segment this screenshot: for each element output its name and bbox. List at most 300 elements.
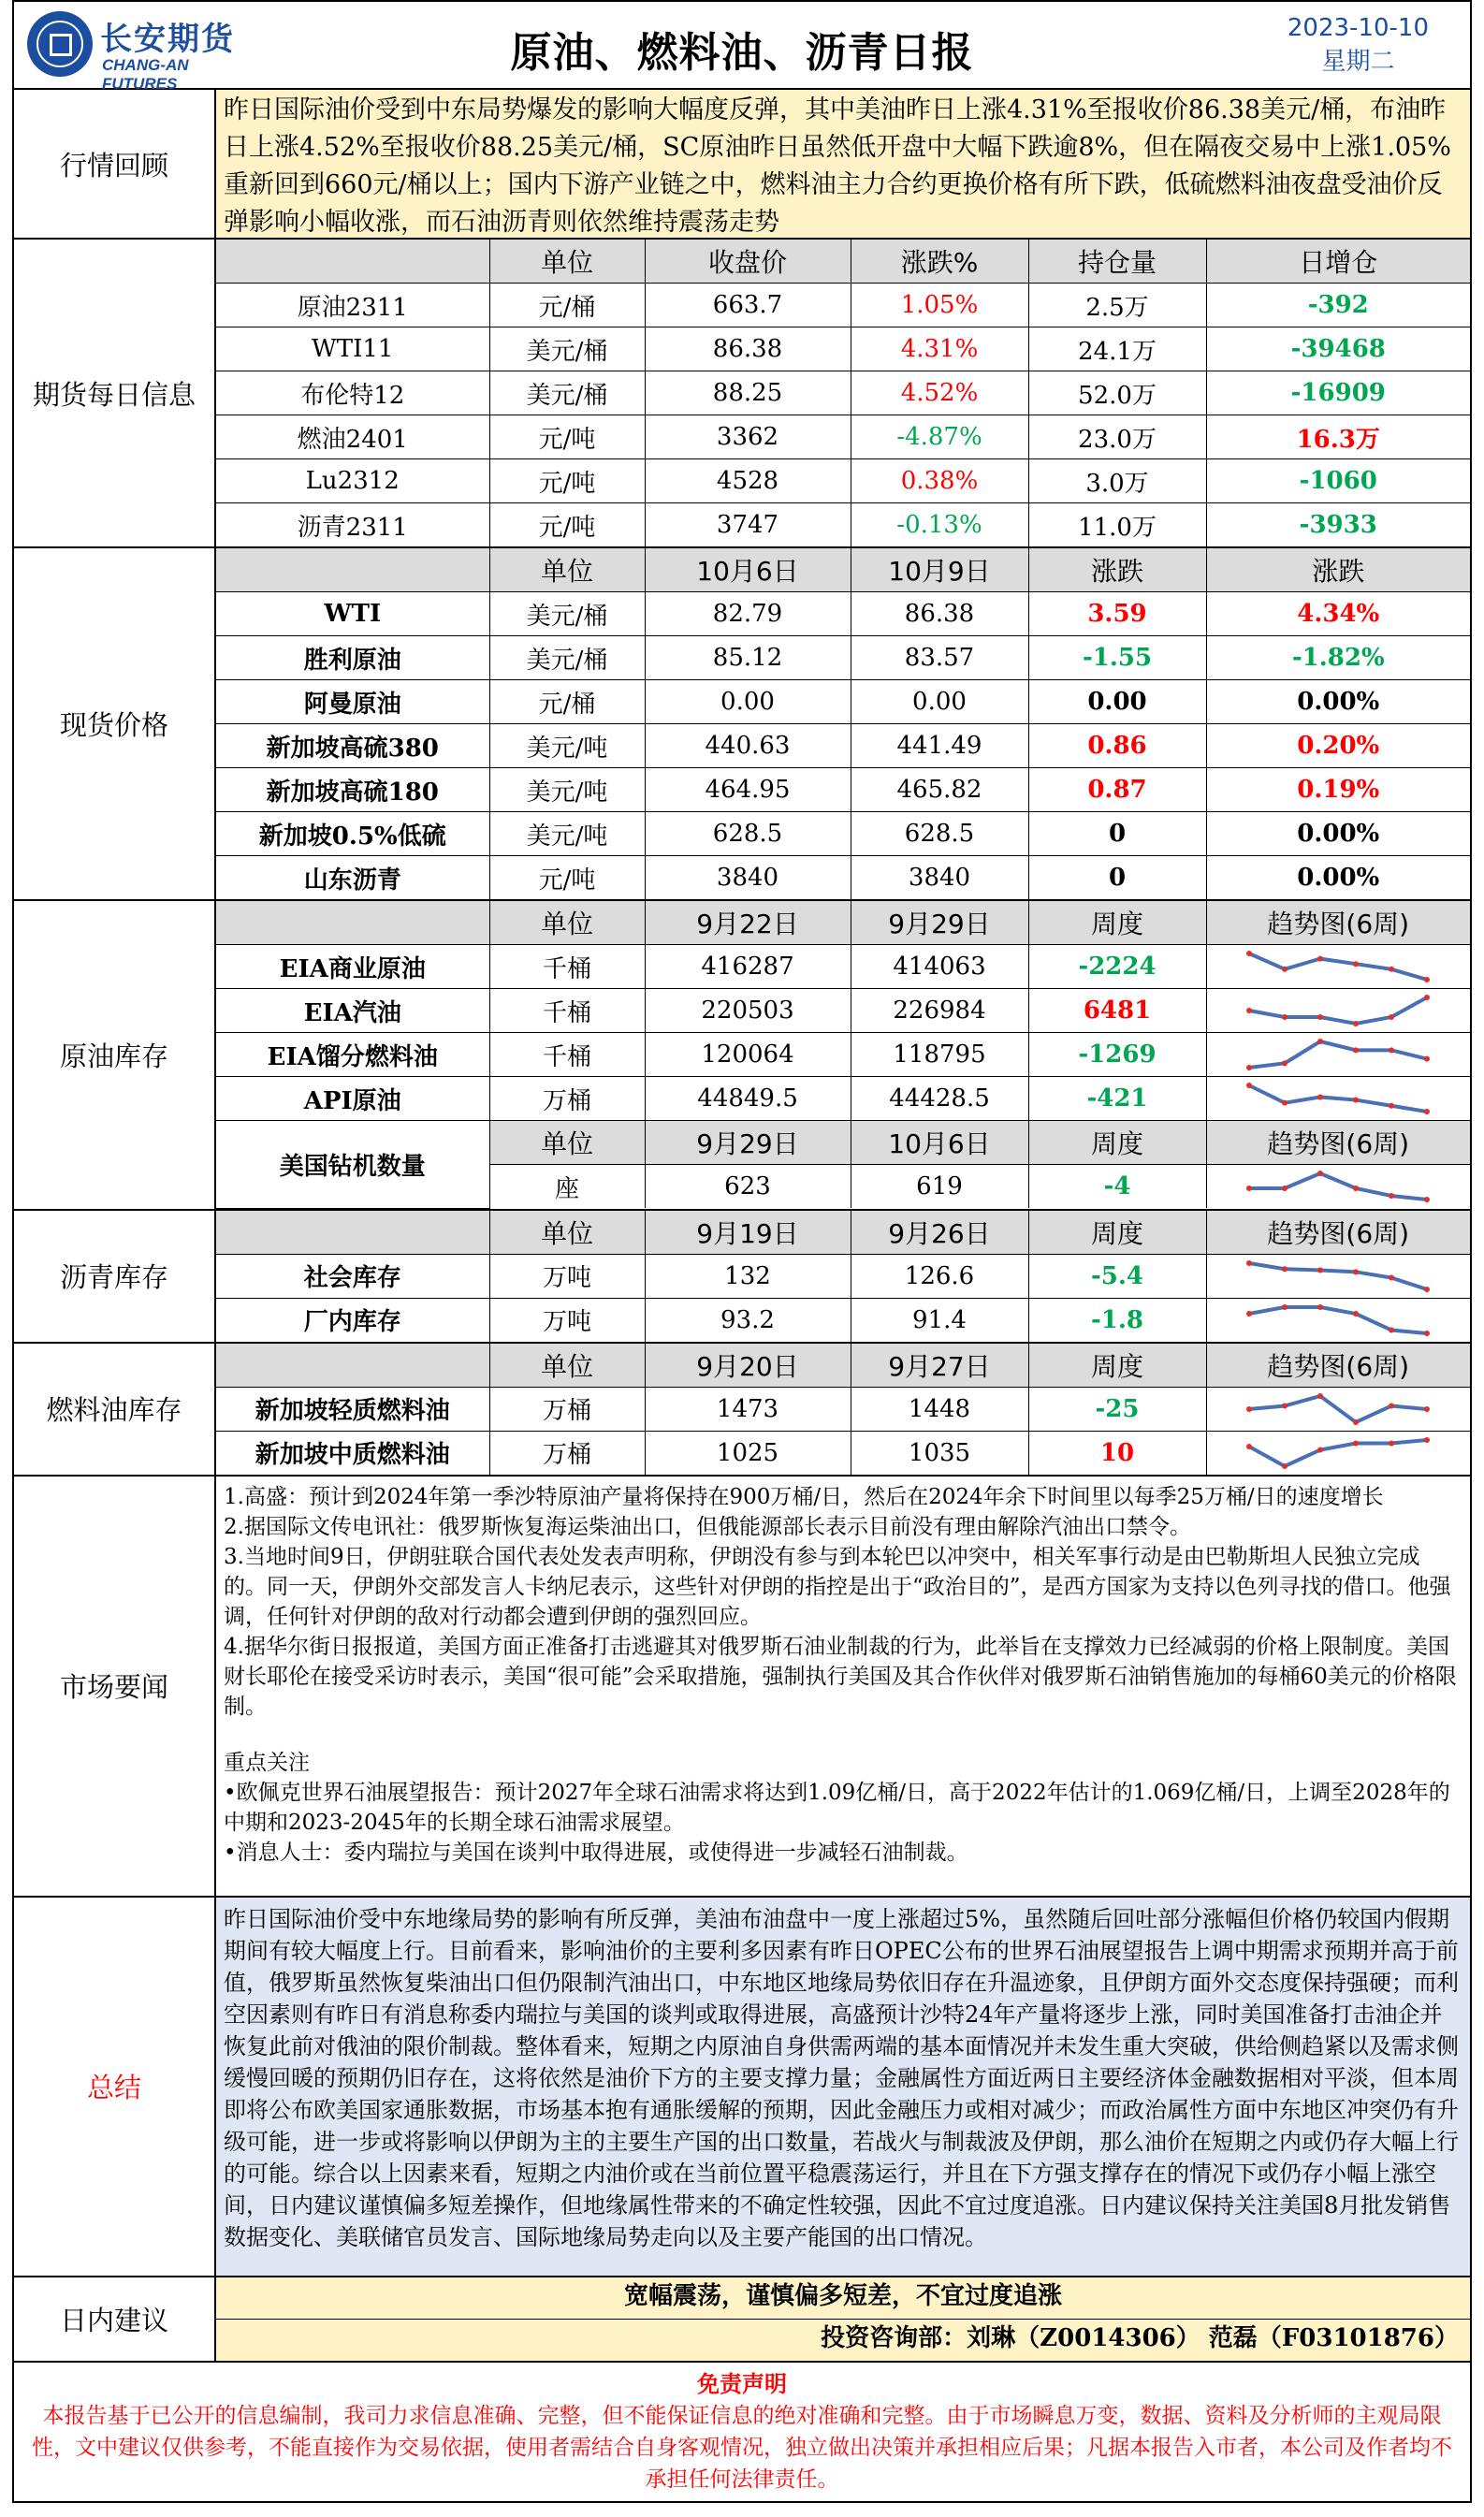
table-row [216, 1077, 1470, 1121]
column-header: 收盘价 [645, 240, 851, 284]
section-review [14, 90, 1470, 240]
contract-name: WTI11 [216, 327, 489, 371]
trend-point [1282, 1060, 1288, 1066]
column-header: 9月29日 [851, 901, 1028, 945]
trend-line [1249, 1307, 1427, 1333]
trend-point [1317, 1393, 1323, 1399]
unit: 元/吨 [489, 503, 645, 547]
trend-point [1389, 1274, 1394, 1280]
trend-point [1246, 1008, 1252, 1013]
disclaimer-text: 本报告基于已公开的信息编制，我司力求信息准确、完整，但不能保证信息的绝对准确和完整。由于市场瞬息万变，数据、资料及分析师的主观局限性，文中建议仅供参考，不能直接作为交易依据，使用者需结合自身客观情况，独立做出决策并承担相应后果；凡据本报告入市者，本公司及作者均不承担任何法律责任。 [32, 2403, 1452, 2492]
date-text: 2023-10-10 [1287, 14, 1429, 42]
column-header: 持仓量 [1028, 240, 1206, 284]
trend-point [1246, 1444, 1252, 1449]
trend-point [1282, 1100, 1288, 1106]
trend-point [1353, 1311, 1359, 1317]
trend-line [1249, 1396, 1427, 1422]
value-week2: 126.6 [851, 1254, 1028, 1298]
table-row [216, 371, 1470, 415]
close-price: 86.38 [645, 327, 851, 371]
trend-point [1389, 1047, 1394, 1053]
change-pct: 0.00% [1206, 856, 1470, 900]
change: 0 [1028, 812, 1206, 856]
weekly-change: -5.4 [1028, 1254, 1206, 1298]
value-week1: 220503 [645, 989, 851, 1033]
column-header: 10月6日 [645, 548, 851, 592]
column-header: 趋势图(6周) [1206, 1211, 1470, 1255]
advice-text: 宽幅震荡，谨慎偏多短差，不宜过度追涨 [216, 2277, 1470, 2320]
trend-chart-cell [1206, 945, 1470, 989]
unit: 万桶 [489, 1431, 645, 1475]
section-bitumen-inventory [14, 1211, 1470, 1344]
trend-chart-cell [1206, 1033, 1470, 1077]
trend-point [1246, 951, 1252, 956]
unit: 元/吨 [489, 459, 645, 503]
column-header: 单位 [489, 548, 645, 592]
product-name: 新加坡高硫380 [216, 724, 489, 768]
product-name: 阿曼原油 [216, 680, 489, 724]
trend-point [1389, 1440, 1394, 1446]
change: 0.00 [1028, 680, 1206, 724]
trend-line [1249, 1263, 1427, 1289]
change-pct: 0.38% [851, 459, 1028, 503]
column-header: 单位 [489, 1121, 645, 1165]
trend-point [1317, 956, 1323, 962]
price-day1: 82.79 [645, 592, 851, 636]
section-label: 日内建议 [14, 2277, 216, 2361]
report-date [1288, 11, 1429, 79]
summary-text: 昨日国际油价受中东地缘局势的影响有所反弹，美油布油盘中一度上涨超过5%，虽然随后回吐部分涨幅但价格仍较国内假期期间有较大幅度上行。目前看来，影响油价的主要利多因素有昨日OPEC公布的世界石油展望报告上调中期需求预期并高于前值，俄罗斯虽然恢复柴油出口但仍限制汽油出口，中东地区地缘局势依旧存在升温迹象，且伊朗方面外交态度保持强硬；而利空因素则有昨日有消息称委内瑞拉与美国的谈判或取得进展，高盛预计沙特24年产量将逐步上涨，同时美国准备打击油企并恢复此前对俄油的限价制裁。整体看来，短期之内原油自身供需两端的基本面情况并未发生重大突破，供给侧趋紧以及需求侧缓慢回暖的预期仍旧存在，这将依然是油价下方的主要支撑力量；金融属性方面近两日主要经济体金融数据相对平淡，但本周即将公布欧美国家通胀数据，市场基本抱有通胀缓解的预期，因此金融压力或相对减少；而政治属性方面中东地区冲突仍有升级可能，进一步或将影响以伊朗为主的主要生产国的出口数量，若战火与制裁波及伊朗，那么油价在短期之内或仍存大幅上行的可能。综合以上因素来看，短期之内油价或在当前位置平稳震荡运行，并且在下方强支撑存在的情况下或仍存小幅上涨空间，日内建议谨慎偏多短差操作，但地缘属性带来的不确定性较强，因此不宜过度追涨。日内建议保持关注美国8月批发销售数据变化、美联储官员发言、国际地缘局势走向以及主要产能国的出口情况。 [216, 1898, 1470, 2276]
trend-point [1317, 1014, 1323, 1020]
value-week1: 132 [645, 1254, 851, 1298]
product-name: 新加坡0.5%低硫 [216, 812, 489, 856]
focus-title: 重点关注 [224, 1750, 310, 1775]
advice-body [216, 2277, 1470, 2361]
report-header [12, 0, 1472, 93]
section-futures [14, 240, 1470, 548]
unit: 美元/吨 [489, 812, 645, 856]
section-label: 沥青库存 [14, 1211, 216, 1342]
table-row [216, 989, 1470, 1033]
close-price: 3362 [645, 415, 851, 459]
open-interest: 52.0万 [1028, 371, 1206, 415]
trend-line [1249, 1041, 1427, 1068]
column-header [216, 548, 489, 592]
trend-point [1317, 1039, 1323, 1044]
unit: 元/桶 [489, 680, 645, 724]
open-interest: 11.0万 [1028, 503, 1206, 547]
trend-point [1389, 1327, 1394, 1332]
close-price: 663.7 [645, 284, 851, 327]
trend-point [1246, 1406, 1252, 1412]
oi-change: -3933 [1206, 503, 1470, 547]
trend-line [1249, 953, 1427, 980]
inventory-name: 新加坡中质燃料油 [216, 1431, 489, 1475]
trend-point [1353, 1186, 1359, 1191]
trend-sparkline [1244, 1258, 1432, 1294]
trend-line [1249, 1085, 1427, 1112]
trend-sparkline [1244, 993, 1432, 1028]
value-week2: 226984 [851, 989, 1028, 1033]
trend-line [1249, 997, 1427, 1024]
news-item: 3.当地时间9日，伊朗驻联合国代表处发表声明称，伊朗没有参与到本轮巴以冲突中，相关军事行动是由巴勒斯坦人民独立完成的。同一天，伊朗外交部发言人卡纳尼表示，这些针对伊朗的指控是出于“政治目的”，是西方国家为支持以色列寻找的借口。他强调，任何针对伊朗的敌对行动都会遭到伊朗的强烈回应。 [224, 1544, 1451, 1629]
news-item: 2.据国际文传电讯社：俄罗斯恢复海运柴油出口，但俄能源部长表示目前没有理由解除汽油出口禁令。 [224, 1514, 1191, 1539]
change-pct: 4.52% [851, 371, 1028, 415]
trend-point [1246, 1186, 1252, 1191]
logo-name-en: CHANG-AN FUTURES [102, 56, 189, 93]
section-label: 总结 [14, 1898, 216, 2276]
section-spot [14, 548, 1470, 901]
value-week2: 619 [851, 1165, 1028, 1209]
change-pct: 0.00% [1206, 812, 1470, 856]
table-header-row [216, 1121, 1470, 1165]
value-week1: 120064 [645, 1033, 851, 1077]
price-day2: 628.5 [851, 812, 1028, 856]
trend-point [1424, 1287, 1430, 1292]
trend-point [1424, 1197, 1430, 1202]
open-interest: 2.5万 [1028, 284, 1206, 327]
change: 3.59 [1028, 592, 1206, 636]
contract-name: 布伦特12 [216, 371, 489, 415]
trend-sparkline [1244, 1391, 1432, 1427]
value-week1: 1473 [645, 1387, 851, 1431]
trend-point [1353, 961, 1359, 967]
change-pct: 0.20% [1206, 724, 1470, 768]
column-header: 趋势图(6周) [1206, 1121, 1470, 1165]
trend-point [1282, 1463, 1288, 1469]
table-row [216, 636, 1470, 680]
change-pct: 1.05% [851, 284, 1028, 327]
unit: 美元/吨 [489, 768, 645, 812]
trend-point [1389, 1103, 1394, 1109]
weekly-change: 6481 [1028, 989, 1206, 1033]
spot-table [216, 548, 1470, 899]
column-header: 单位 [489, 901, 645, 945]
trend-point [1353, 1098, 1359, 1103]
section-news [14, 1477, 1470, 1898]
price-day1: 0.00 [645, 680, 851, 724]
trend-sparkline [1244, 1435, 1432, 1471]
report-title: 原油、燃料油、沥青日报 [510, 29, 974, 77]
value-week2: 1448 [851, 1387, 1028, 1431]
change-pct: 0.00% [1206, 680, 1470, 724]
price-day2: 83.57 [851, 636, 1028, 680]
fuel-inventory-table [216, 1344, 1470, 1475]
focus-item: •消息人士：委内瑞拉与美国在谈判中取得进展，或使得进一步减轻石油制裁。 [224, 1840, 968, 1865]
trend-point [1353, 1021, 1359, 1026]
oi-change: -39468 [1206, 327, 1470, 371]
news-body [216, 1477, 1470, 1896]
change: 0.87 [1028, 768, 1206, 812]
trend-point [1424, 1406, 1430, 1412]
inventory-name: EIA商业原油 [216, 945, 489, 989]
close-price: 88.25 [645, 371, 851, 415]
table-header-row [216, 240, 1470, 284]
trend-sparkline [1244, 949, 1432, 984]
open-interest: 24.1万 [1028, 327, 1206, 371]
trend-line [1249, 1173, 1427, 1200]
weekly-change: -2224 [1028, 945, 1206, 989]
trend-point [1424, 995, 1430, 1000]
inventory-name: 厂内库存 [216, 1298, 489, 1342]
logo-name-cn: 长安期货 [100, 21, 235, 58]
contract-name: 原油2311 [216, 284, 489, 327]
column-header: 涨跌 [1206, 548, 1470, 592]
consultants-text: 投资咨询部：刘琳（Z0014306） 范磊（F03101876） [821, 2323, 1459, 2352]
weekly-change: -1.8 [1028, 1298, 1206, 1342]
trend-point [1246, 1260, 1252, 1266]
section-summary [14, 1898, 1470, 2277]
trend-point [1282, 1266, 1288, 1272]
price-day2: 441.49 [851, 724, 1028, 768]
trend-point [1424, 1056, 1430, 1062]
futures-table [216, 240, 1470, 546]
bitumen-inventory-table [216, 1211, 1470, 1342]
column-header: 周度 [1028, 1121, 1206, 1165]
inventory-name: 社会库存 [216, 1254, 489, 1298]
unit: 美元/桶 [489, 636, 645, 680]
trend-chart-cell [1206, 1165, 1470, 1209]
value-week2: 91.4 [851, 1298, 1028, 1342]
section-label: 现货价格 [14, 548, 216, 899]
weekly-change: -1269 [1028, 1033, 1206, 1077]
trend-point [1353, 1419, 1359, 1425]
change: 0.86 [1028, 724, 1206, 768]
unit: 元/吨 [489, 856, 645, 900]
trend-point [1246, 1065, 1252, 1070]
contract-name: 沥青2311 [216, 503, 489, 547]
column-header: 10月6日 [851, 1121, 1028, 1165]
column-header: 趋势图(6周) [1206, 901, 1470, 945]
section-label: 原油库存 [14, 901, 216, 1209]
trend-sparkline [1244, 1037, 1432, 1072]
section-fuel-inventory [14, 1344, 1470, 1477]
table-row [216, 415, 1470, 459]
table-header-row [216, 901, 1470, 945]
weekly-change: 10 [1028, 1431, 1206, 1475]
trend-point [1317, 1304, 1323, 1310]
report-page [12, 0, 1472, 2503]
table-row [216, 1387, 1470, 1431]
column-header: 单位 [489, 1344, 645, 1388]
inventory-name: EIA汽油 [216, 989, 489, 1033]
change: -1.55 [1028, 636, 1206, 680]
trend-point [1389, 967, 1394, 972]
price-day1: 3840 [645, 856, 851, 900]
unit: 千桶 [489, 989, 645, 1033]
column-header: 趋势图(6周) [1206, 1344, 1470, 1388]
open-interest: 3.0万 [1028, 459, 1206, 503]
table-row [216, 284, 1470, 327]
table-row [216, 503, 1470, 547]
table-row [216, 680, 1470, 724]
table-row [216, 1431, 1470, 1475]
change-pct: -0.13% [851, 503, 1028, 547]
unit: 千桶 [489, 945, 645, 989]
price-day1: 628.5 [645, 812, 851, 856]
trend-chart-cell [1206, 989, 1470, 1033]
table-row [216, 592, 1470, 636]
trend-point [1353, 1440, 1359, 1446]
weekly-change: -25 [1028, 1387, 1206, 1431]
trend-point [1282, 967, 1288, 972]
value-week1: 93.2 [645, 1298, 851, 1342]
contract-name: 燃油2401 [216, 415, 489, 459]
trend-point [1424, 1109, 1430, 1114]
trend-point [1317, 1267, 1323, 1273]
report-grid [12, 88, 1472, 2363]
oi-change: -16909 [1206, 371, 1470, 415]
price-day1: 440.63 [645, 724, 851, 768]
trend-point [1317, 1447, 1323, 1452]
trend-chart-cell [1206, 1431, 1470, 1475]
value-week2: 118795 [851, 1033, 1028, 1077]
section-crude-inventory [14, 901, 1470, 1211]
column-header [216, 1211, 489, 1255]
weekly-change: -421 [1028, 1077, 1206, 1121]
trend-point [1424, 1437, 1430, 1443]
change-pct: 4.31% [851, 327, 1028, 371]
table-row [216, 459, 1470, 503]
trend-chart-cell [1206, 1387, 1470, 1431]
change: 0 [1028, 856, 1206, 900]
trend-point [1424, 977, 1430, 982]
disclaimer-title: 免责声明 [697, 2369, 787, 2397]
table-row [216, 945, 1470, 989]
trend-chart-cell [1206, 1298, 1470, 1342]
product-name: WTI [216, 592, 489, 636]
column-header: 9月29日 [645, 1121, 851, 1165]
column-header: 周度 [1028, 901, 1206, 945]
change-pct: 0.19% [1206, 768, 1470, 812]
table-row [216, 724, 1470, 768]
unit: 美元/桶 [489, 371, 645, 415]
table-row [216, 768, 1470, 812]
unit: 元/桶 [489, 284, 645, 327]
trend-point [1389, 1193, 1394, 1199]
trend-point [1424, 1331, 1430, 1336]
column-header: 单位 [489, 240, 645, 284]
column-header: 9月26日 [851, 1211, 1028, 1255]
trend-chart-cell [1206, 1077, 1470, 1121]
column-header: 周度 [1028, 1211, 1206, 1255]
close-price: 3747 [645, 503, 851, 547]
price-day2: 465.82 [851, 768, 1028, 812]
unit: 美元/吨 [489, 724, 645, 768]
column-header: 9月19日 [645, 1211, 851, 1255]
table-header-row [216, 1344, 1470, 1388]
value-week1: 623 [645, 1165, 851, 1209]
weekday-text: 星期二 [1321, 48, 1395, 76]
trend-sparkline [1244, 1081, 1432, 1116]
inventory-name: EIA馏分燃料油 [216, 1033, 489, 1077]
table-row [216, 1298, 1470, 1342]
unit: 万桶 [489, 1077, 645, 1121]
column-header: 9月20日 [645, 1344, 851, 1388]
trend-point [1389, 1014, 1394, 1020]
column-header: 单位 [489, 1211, 645, 1255]
trend-sparkline [1244, 1169, 1432, 1204]
trend-sparkline [1244, 1302, 1432, 1338]
trend-point [1317, 1094, 1323, 1099]
unit: 万吨 [489, 1254, 645, 1298]
trend-point [1282, 1186, 1288, 1191]
trend-point [1246, 1311, 1252, 1317]
table-row [216, 327, 1470, 371]
trend-point [1389, 1403, 1394, 1408]
focus-item: •欧佩克世界石油展望报告：预计2027年全球石油需求将达到1.09亿桶/日，高于2022年估计的1.069亿桶/日，上调至2028年的中期和2023-2045年的长期全球石油需求展望。 [224, 1780, 1450, 1835]
value-week2: 44428.5 [851, 1077, 1028, 1121]
section-label: 行情回顾 [14, 90, 216, 238]
unit: 美元/桶 [489, 327, 645, 371]
section-label: 燃料油库存 [14, 1344, 216, 1475]
unit: 座 [489, 1165, 645, 1209]
column-header [216, 901, 489, 945]
unit: 美元/桶 [489, 592, 645, 636]
trend-line [1249, 1440, 1427, 1466]
change-pct: 4.34% [1206, 592, 1470, 636]
trend-point [1317, 1171, 1323, 1176]
news-item: 1.高盛：预计到2024年第一季沙特原油产量将保持在900万桶/日，然后在2024年余下时间里以每季25万桶/日的速度增长 [224, 1484, 1384, 1509]
crude-inventory-table [216, 901, 1470, 1209]
table-header-row [216, 1211, 1470, 1255]
review-text: 昨日国际油价受到中东局势爆发的影响大幅度反弹，其中美油昨日上涨4.31%至报收价86.38美元/桶，布油昨日上涨4.52%至报收价88.25美元/桶，SC原油昨日虽然低开盘中大幅下跌逾8%，但在隔夜交易中上涨1.05%重新回到660元/桶以上；国内下游产业链之中，燃料油主力合约更换价格有所下跌，低硫燃料油夜盘受油价反弹影响小幅收涨，而石油沥青则依然维持震荡走势 [216, 90, 1470, 238]
unit: 千桶 [489, 1033, 645, 1077]
inventory-name: 新加坡轻质燃料油 [216, 1387, 489, 1431]
column-header [216, 1344, 489, 1388]
trend-point [1246, 1083, 1252, 1088]
open-interest: 23.0万 [1028, 415, 1206, 459]
column-header: 涨跌 [1028, 548, 1206, 592]
weekly-change: -4 [1028, 1165, 1206, 1209]
price-day2: 0.00 [851, 680, 1028, 724]
value-week1: 44849.5 [645, 1077, 851, 1121]
table-row [216, 1033, 1470, 1077]
section-label: 市场要闻 [14, 1477, 216, 1896]
product-name: 山东沥青 [216, 856, 489, 900]
trend-point [1282, 1014, 1288, 1020]
trend-chart-cell [1206, 1254, 1470, 1298]
column-header: 10月9日 [851, 548, 1028, 592]
trend-point [1282, 1304, 1288, 1310]
trend-point [1353, 1269, 1359, 1274]
trend-point [1282, 1403, 1288, 1408]
section-label: 期货每日信息 [14, 240, 216, 546]
rig-count-name: 美国钻机数量 [216, 1121, 489, 1209]
change-pct: -4.87% [851, 415, 1028, 459]
section-advice [14, 2277, 1470, 2361]
price-day1: 85.12 [645, 636, 851, 680]
column-header: 9月27日 [851, 1344, 1028, 1388]
value-week1: 416287 [645, 945, 851, 989]
news-item: 4.据华尔街日报报道，美国方面正准备打击逃避其对俄罗斯石油业制裁的行为，此举旨在支撑效力已经减弱的价格上限制度。美国财长耶伦在接受采访时表示，美国“很可能”会采取措施，强制执行美国及其合作伙伴对俄罗斯石油销售施加的每桶60美元的价格限制。 [224, 1634, 1457, 1719]
price-day1: 464.95 [645, 768, 851, 812]
contract-name: Lu2312 [216, 459, 489, 503]
column-header: 日增仓 [1206, 240, 1470, 284]
column-header: 9月22日 [645, 901, 851, 945]
disclaimer [12, 2363, 1472, 2503]
unit: 万桶 [489, 1387, 645, 1431]
change-pct: -1.82% [1206, 636, 1470, 680]
oi-change: -392 [1206, 284, 1470, 327]
trend-point [1353, 1047, 1359, 1053]
product-name: 新加坡高硫180 [216, 768, 489, 812]
table-header-row [216, 548, 1470, 592]
close-price: 4528 [645, 459, 851, 503]
product-name: 胜利原油 [216, 636, 489, 680]
price-day2: 86.38 [851, 592, 1028, 636]
value-week2: 414063 [851, 945, 1028, 989]
